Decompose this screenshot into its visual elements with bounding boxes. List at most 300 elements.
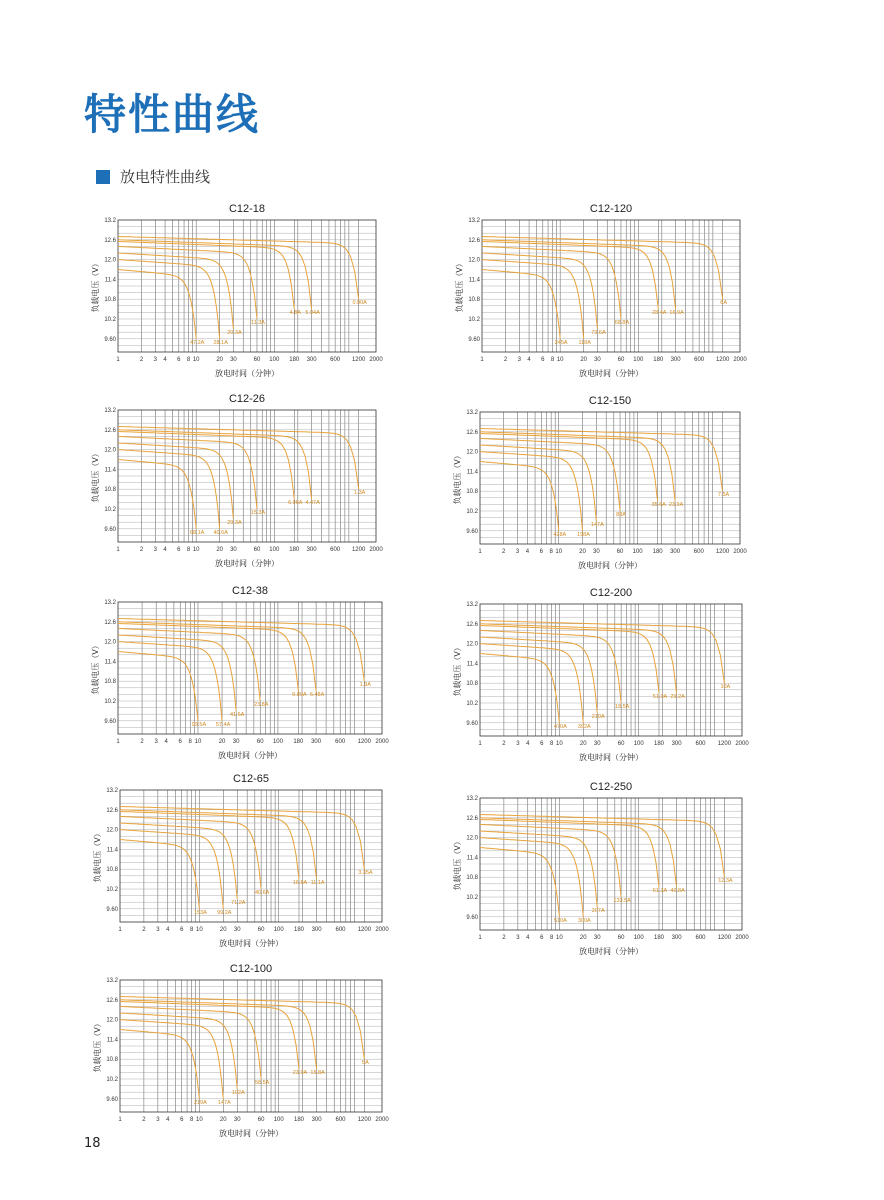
x-tick-label: 8 — [190, 927, 194, 933]
x-tick-label: 1200 — [351, 357, 366, 363]
x-tick-label: 3 — [154, 739, 158, 745]
x-axis-label: 放电时间（分钟） — [215, 369, 279, 378]
y-tick-label: 12.0 — [106, 1017, 118, 1024]
y-tick-label: 9.60 — [106, 906, 118, 913]
curve-current-label: 4.8A — [289, 310, 301, 317]
x-tick-label: 1 — [478, 935, 482, 941]
x-tick-label: 2 — [140, 739, 144, 745]
x-axis-label: 放电时间（分钟） — [219, 939, 283, 948]
curve-current-label: 51.0A — [652, 694, 668, 701]
x-tick-label: 8 — [186, 547, 191, 553]
x-tick-label: 30 — [594, 357, 601, 363]
y-tick-label: 9.60 — [106, 1096, 118, 1103]
chart-c12-100 — [86, 960, 406, 1140]
discharge-curve — [482, 253, 597, 329]
y-tick-label: 11.4 — [106, 1037, 118, 1044]
y-axis-label: 负载电压（V） — [455, 259, 464, 313]
y-tick-label: 10.8 — [106, 1057, 118, 1064]
curve-current-label: 16.8A — [292, 880, 308, 887]
y-tick-label: 12.0 — [466, 449, 478, 456]
y-tick-label: 12.0 — [104, 257, 116, 264]
x-tick-label: 100 — [633, 357, 644, 363]
x-tick-label: 10 — [192, 547, 200, 553]
x-tick-label: 10 — [555, 549, 563, 555]
x-tick-label: 6 — [177, 357, 181, 363]
curve-current-label: 245A — [554, 339, 568, 346]
x-tick-label: 100 — [272, 739, 283, 745]
discharge-curve — [118, 624, 298, 692]
curve-current-label: 40.6A — [213, 529, 228, 536]
x-tick-label: 300 — [670, 549, 681, 555]
x-tick-label: 3 — [517, 357, 521, 363]
discharge-curve — [480, 848, 559, 917]
y-tick-label: 11.4 — [468, 277, 480, 284]
x-tick-label: 2 — [503, 357, 508, 363]
discharge-curve — [480, 462, 559, 531]
y-axis-label: 负载电压（V） — [91, 449, 100, 503]
x-tick-label: 180 — [652, 549, 663, 555]
y-tick-label: 13.2 — [104, 600, 116, 606]
x-tick-label: 600 — [694, 357, 705, 363]
x-tick-label: 10 — [192, 357, 200, 363]
x-tick-label: 20 — [218, 739, 226, 745]
chart-title: C12-250 — [589, 781, 633, 793]
x-tick-label: 100 — [633, 741, 644, 747]
curve-current-label: 147A — [217, 1099, 231, 1106]
curve-current-label: 1.9A — [359, 682, 371, 689]
discharge-curve — [482, 270, 560, 339]
curve-current-label: 4.47A — [305, 500, 320, 507]
discharge-curve — [480, 445, 596, 521]
y-tick-label: 12.6 — [466, 621, 478, 628]
x-tick-label: 30 — [592, 549, 600, 555]
x-tick-label: 10 — [556, 741, 563, 747]
x-tick-label: 180 — [289, 357, 300, 363]
y-tick-label: 13.2 — [466, 410, 478, 416]
y-tick-label: 10.2 — [466, 895, 478, 901]
curve-current-label: 20.3A — [227, 329, 242, 336]
y-tick-label: 12.0 — [106, 827, 118, 834]
chart-c12-200 — [448, 584, 768, 764]
x-tick-label: 10 — [196, 927, 203, 933]
chart-c12-65 — [86, 770, 406, 950]
x-tick-label: 20 — [579, 741, 587, 747]
discharge-curve — [118, 432, 294, 500]
x-tick-label: 4 — [163, 357, 167, 363]
x-tick-label: 180 — [653, 357, 664, 363]
y-tick-label: 10.2 — [466, 509, 478, 515]
curve-current-label: 40.6A — [254, 890, 270, 896]
curve-current-label: 47.2A — [189, 339, 205, 346]
x-tick-label: 6 — [178, 739, 182, 745]
x-axis-label: 放电时间（分钟） — [219, 1129, 283, 1138]
curve-current-label: 11.3A — [250, 320, 265, 326]
curve-current-label: 6A — [720, 300, 728, 307]
discharge-curve — [118, 253, 233, 329]
x-tick-label: 30 — [230, 547, 237, 553]
y-tick-label: 9.60 — [466, 528, 478, 535]
x-tick-label: 300 — [671, 741, 682, 747]
y-tick-label: 10.2 — [104, 699, 116, 705]
x-tick-label: 4 — [166, 927, 170, 933]
chart-c12-18 — [86, 200, 406, 380]
y-tick-label: 12.6 — [106, 997, 118, 1004]
y-axis-label: 负载电压（V） — [453, 451, 462, 505]
x-tick-label: 600 — [335, 927, 346, 933]
curve-current-label: 102A — [231, 1089, 245, 1096]
x-tick-label: 1 — [480, 357, 484, 363]
x-tick-label: 300 — [311, 1117, 322, 1123]
y-axis-label: 负载电压（V） — [93, 829, 102, 883]
curve-current-label: 133.5A — [613, 898, 631, 904]
x-tick-label: 8 — [188, 739, 192, 745]
y-tick-label: 11.4 — [466, 855, 478, 862]
x-tick-label: 300 — [306, 357, 317, 363]
x-tick-label: 2 — [142, 927, 146, 933]
x-tick-label: 2 — [139, 357, 144, 363]
x-tick-label: 4 — [526, 935, 530, 941]
curve-current-label: 35.6A — [651, 502, 666, 509]
x-tick-label: 180 — [289, 547, 300, 553]
curve-current-label: 470A — [553, 723, 567, 730]
x-tick-label: 600 — [695, 741, 706, 747]
chart-title: C12-150 — [588, 395, 632, 407]
x-tick-label: 100 — [633, 935, 644, 941]
x-tick-label: 8 — [550, 935, 554, 941]
x-tick-label: 100 — [269, 547, 280, 553]
y-tick-label: 11.4 — [104, 277, 116, 284]
x-tick-label: 30 — [233, 1117, 241, 1123]
x-tick-label: 1 — [118, 927, 122, 933]
y-tick-label: 10.8 — [466, 489, 478, 496]
x-tick-label: 100 — [632, 549, 643, 555]
x-tick-label: 2000 — [733, 549, 747, 555]
curve-current-label: 198A — [577, 531, 590, 538]
y-tick-label: 10.8 — [466, 875, 478, 882]
y-tick-label: 11.4 — [104, 467, 116, 474]
y-tick-label: 13.2 — [466, 796, 478, 802]
y-tick-label: 10.2 — [466, 701, 478, 707]
curve-current-label: 207A — [591, 907, 605, 914]
x-tick-label: 4 — [164, 739, 168, 745]
x-tick-label: 60 — [617, 357, 625, 363]
y-tick-label: 9.60 — [104, 526, 116, 533]
y-tick-label: 13.2 — [468, 218, 480, 224]
curve-current-label: 71.2A — [231, 899, 246, 906]
x-tick-label: 20 — [219, 1117, 227, 1123]
x-tick-label: 180 — [293, 739, 304, 745]
y-tick-label: 12.0 — [104, 639, 116, 646]
x-tick-label: 300 — [311, 739, 322, 745]
x-tick-label: 600 — [693, 549, 704, 555]
x-tick-label: 2000 — [369, 357, 383, 363]
x-tick-label: 2000 — [735, 741, 749, 747]
x-tick-label: 4 — [525, 549, 530, 555]
curve-current-label: 219A — [591, 713, 605, 720]
x-tick-label: 8 — [190, 1117, 194, 1123]
curve-current-label: 153A — [193, 909, 207, 916]
discharge-curve — [118, 443, 233, 519]
x-tick-label: 60 — [616, 549, 624, 555]
x-tick-label: 10 — [194, 739, 202, 745]
curve-current-label: 58.5A — [254, 1080, 270, 1086]
curve-current-label: 28.4A — [652, 310, 667, 317]
curve-current-label: 118A — [578, 339, 591, 346]
curve-current-label: 9.89A — [292, 692, 307, 699]
curve-current-label: 23.9A — [668, 502, 684, 509]
x-tick-label: 1200 — [357, 739, 371, 745]
discharge-curve — [120, 823, 237, 899]
x-tick-label: 600 — [330, 357, 341, 363]
y-tick-label: 12.6 — [106, 807, 118, 814]
y-axis-label: 负载电压（V） — [453, 837, 462, 891]
curve-current-label: 11.1A — [310, 880, 325, 887]
x-tick-label: 4 — [527, 357, 531, 363]
x-tick-label: 1200 — [717, 935, 732, 941]
y-tick-label: 11.4 — [104, 659, 116, 666]
x-tick-label: 3 — [515, 549, 520, 555]
discharge-curve — [118, 635, 236, 711]
discharge-curve — [480, 434, 658, 502]
x-tick-label: 2 — [502, 935, 506, 941]
y-axis-label: 负载电压（V） — [91, 259, 100, 313]
x-tick-label: 100 — [273, 1117, 284, 1123]
discharge-curve — [118, 652, 198, 721]
curve-current-label: 392A — [577, 723, 591, 730]
y-tick-label: 10.2 — [106, 887, 118, 893]
x-tick-label: 100 — [273, 927, 284, 933]
curve-current-label: 15.3A — [250, 510, 266, 516]
x-tick-label: 30 — [593, 741, 601, 747]
x-tick-label: 20 — [580, 357, 588, 363]
chart-title: C12-38 — [231, 585, 269, 597]
x-tick-label: 1 — [116, 739, 120, 745]
discharge-curve — [118, 242, 294, 310]
x-tick-label: 6 — [540, 935, 544, 941]
curve-current-label: 6.96A — [288, 500, 303, 507]
x-tick-label: 8 — [550, 357, 555, 363]
chart-c12-150 — [448, 392, 768, 572]
x-tick-label: 1200 — [715, 549, 730, 555]
curve-current-label: 23.8A — [254, 702, 269, 708]
discharge-curve — [480, 820, 659, 888]
curve-current-label: 1.3A — [353, 490, 366, 497]
y-tick-label: 12.6 — [466, 815, 478, 822]
chart-c12-38 — [86, 582, 406, 762]
curve-current-label: 23.9A — [292, 1070, 308, 1077]
x-tick-label: 600 — [695, 935, 706, 941]
x-tick-label: 180 — [653, 741, 665, 747]
y-tick-label: 11.4 — [466, 661, 478, 668]
x-tick-label: 1200 — [357, 1117, 372, 1123]
page-number: 18 — [84, 1136, 101, 1151]
y-tick-label: 12.6 — [104, 619, 116, 626]
x-tick-label: 4 — [526, 741, 530, 747]
x-tick-label: 60 — [617, 935, 625, 941]
chart-c12-250 — [448, 778, 768, 958]
curve-current-label: 5.94A — [305, 310, 320, 317]
x-tick-label: 6 — [540, 741, 544, 747]
x-tick-label: 6 — [539, 549, 543, 555]
discharge-curve — [480, 637, 597, 713]
curve-current-label: 510A — [553, 917, 567, 924]
discharge-curve — [118, 270, 196, 339]
x-tick-label: 60 — [257, 1117, 265, 1123]
x-tick-label: 2 — [139, 547, 144, 553]
curve-current-label: 12.3A — [718, 878, 733, 885]
discharge-curve — [120, 1002, 299, 1070]
x-tick-label: 300 — [671, 935, 682, 941]
y-tick-label: 12.0 — [468, 257, 480, 264]
x-tick-label: 1 — [478, 549, 482, 555]
y-tick-label: 12.6 — [468, 237, 480, 244]
y-tick-label: 10.8 — [104, 297, 116, 304]
x-tick-label: 6 — [180, 1117, 184, 1123]
section-label: 放电特性曲线 — [120, 168, 211, 186]
curve-current-label: 99.5A — [191, 721, 207, 728]
x-tick-label: 20 — [216, 357, 224, 363]
curve-current-label: 300A — [577, 917, 591, 924]
chart-c12-26 — [86, 390, 406, 570]
x-tick-label: 6 — [177, 547, 181, 553]
chart-title: C12-120 — [589, 203, 633, 215]
x-tick-label: 2000 — [369, 547, 383, 553]
x-tick-label: 1200 — [715, 357, 730, 363]
discharge-curve — [120, 1013, 237, 1089]
curve-current-label: 10A — [720, 684, 731, 691]
y-tick-label: 13.2 — [104, 408, 116, 414]
curve-current-label: 99.2A — [217, 909, 232, 916]
x-tick-label: 2000 — [733, 357, 747, 363]
y-tick-label: 10.8 — [104, 679, 116, 686]
x-tick-label: 60 — [257, 927, 265, 933]
x-tick-label: 20 — [579, 935, 587, 941]
curve-current-label: 57.4A — [215, 721, 231, 728]
x-tick-label: 1200 — [351, 547, 366, 553]
y-tick-label: 9.60 — [104, 336, 116, 343]
curve-current-label: 6.48A — [309, 692, 325, 699]
x-axis-label: 放电时间（分钟） — [578, 561, 642, 570]
x-tick-label: 8 — [550, 741, 554, 747]
x-tick-label: 180 — [653, 935, 665, 941]
curve-current-label: 29.3A — [227, 519, 242, 526]
x-tick-label: 2000 — [375, 739, 389, 745]
x-tick-label: 100 — [269, 357, 280, 363]
y-tick-label: 10.8 — [104, 487, 116, 494]
x-tick-label: 20 — [219, 927, 227, 933]
y-tick-label: 10.8 — [468, 297, 480, 304]
curve-current-label: 41.6A — [229, 711, 245, 718]
discharge-curve — [480, 831, 597, 907]
curve-current-label: 0.90A — [352, 300, 367, 307]
x-tick-label: 1 — [116, 357, 120, 363]
x-tick-label: 8 — [549, 549, 553, 555]
x-tick-label: 300 — [306, 547, 317, 553]
y-tick-label: 10.2 — [104, 317, 116, 323]
y-tick-label: 10.2 — [104, 507, 116, 513]
y-tick-label: 12.6 — [104, 427, 116, 434]
y-tick-label: 12.6 — [466, 429, 478, 436]
x-tick-label: 2 — [502, 741, 506, 747]
x-tick-label: 10 — [556, 357, 564, 363]
x-tick-label: 30 — [230, 357, 237, 363]
x-axis-label: 放电时间（分钟） — [579, 947, 643, 956]
x-tick-label: 30 — [233, 927, 241, 933]
x-tick-label: 60 — [256, 739, 264, 745]
x-tick-label: 2000 — [375, 927, 389, 933]
curve-current-label: 73.6A — [591, 329, 606, 336]
x-tick-label: 10 — [556, 935, 563, 941]
y-axis-label: 负载电压（V） — [93, 1019, 102, 1073]
curve-current-label: 147A — [590, 521, 604, 528]
x-tick-label: 3 — [516, 935, 520, 941]
page-title: 特性曲线 — [84, 90, 261, 139]
curve-current-label: 7.5A — [717, 492, 730, 499]
y-axis-label: 负载电压（V） — [453, 643, 462, 697]
y-tick-label: 10.2 — [106, 1077, 118, 1083]
curve-current-label: 15.8A — [310, 1070, 325, 1077]
curve-current-label: 3.35A — [358, 870, 373, 877]
discharge-curve — [120, 812, 299, 880]
x-tick-label: 4 — [166, 1117, 170, 1123]
y-tick-label: 12.0 — [104, 447, 116, 454]
x-tick-label: 6 — [180, 927, 184, 933]
y-tick-label: 9.60 — [466, 720, 478, 727]
discharge-curve — [118, 460, 196, 529]
curve-current-label: 18.5A — [614, 704, 630, 710]
y-tick-label: 11.4 — [106, 847, 118, 854]
x-tick-label: 180 — [293, 1117, 305, 1123]
x-tick-label: 4 — [163, 547, 167, 553]
y-tick-label: 10.8 — [106, 867, 118, 874]
curve-current-label: 88A — [616, 512, 626, 518]
x-tick-label: 2 — [142, 1117, 146, 1123]
y-tick-label: 9.60 — [468, 336, 480, 343]
y-tick-label: 12.6 — [104, 237, 116, 244]
discharge-curve — [120, 1030, 199, 1099]
y-tick-label: 13.2 — [106, 978, 118, 984]
x-tick-label: 60 — [253, 357, 261, 363]
y-tick-label: 13.2 — [106, 788, 118, 794]
x-tick-label: 600 — [335, 1117, 346, 1123]
chart-title: C12-200 — [589, 587, 633, 599]
curve-current-label: 61.3A — [652, 888, 668, 895]
x-tick-label: 300 — [311, 927, 322, 933]
x-tick-label: 1 — [118, 1117, 122, 1123]
y-tick-label: 12.0 — [466, 641, 478, 648]
x-tick-label: 300 — [670, 357, 681, 363]
curve-current-label: 68.1A — [189, 529, 205, 536]
chart-c12-120 — [448, 200, 768, 380]
y-axis-label: 负载电压（V） — [91, 641, 100, 695]
x-tick-label: 60 — [253, 547, 261, 553]
chart-title: C12-65 — [232, 773, 270, 785]
x-tick-label: 10 — [196, 1117, 203, 1123]
x-tick-label: 600 — [335, 739, 346, 745]
curve-current-label: 28.1A — [213, 339, 228, 346]
x-tick-label: 1 — [478, 741, 482, 747]
y-tick-label: 13.2 — [104, 218, 116, 224]
discharge-curve — [480, 654, 559, 723]
chart-title: C12-100 — [229, 963, 273, 975]
x-tick-label: 3 — [516, 741, 520, 747]
x-tick-label: 2000 — [375, 1117, 389, 1123]
y-tick-label: 11.4 — [466, 469, 478, 476]
x-tick-label: 1200 — [717, 741, 732, 747]
x-tick-label: 30 — [593, 935, 601, 941]
y-tick-label: 10.8 — [466, 681, 478, 688]
x-tick-label: 3 — [153, 547, 157, 553]
